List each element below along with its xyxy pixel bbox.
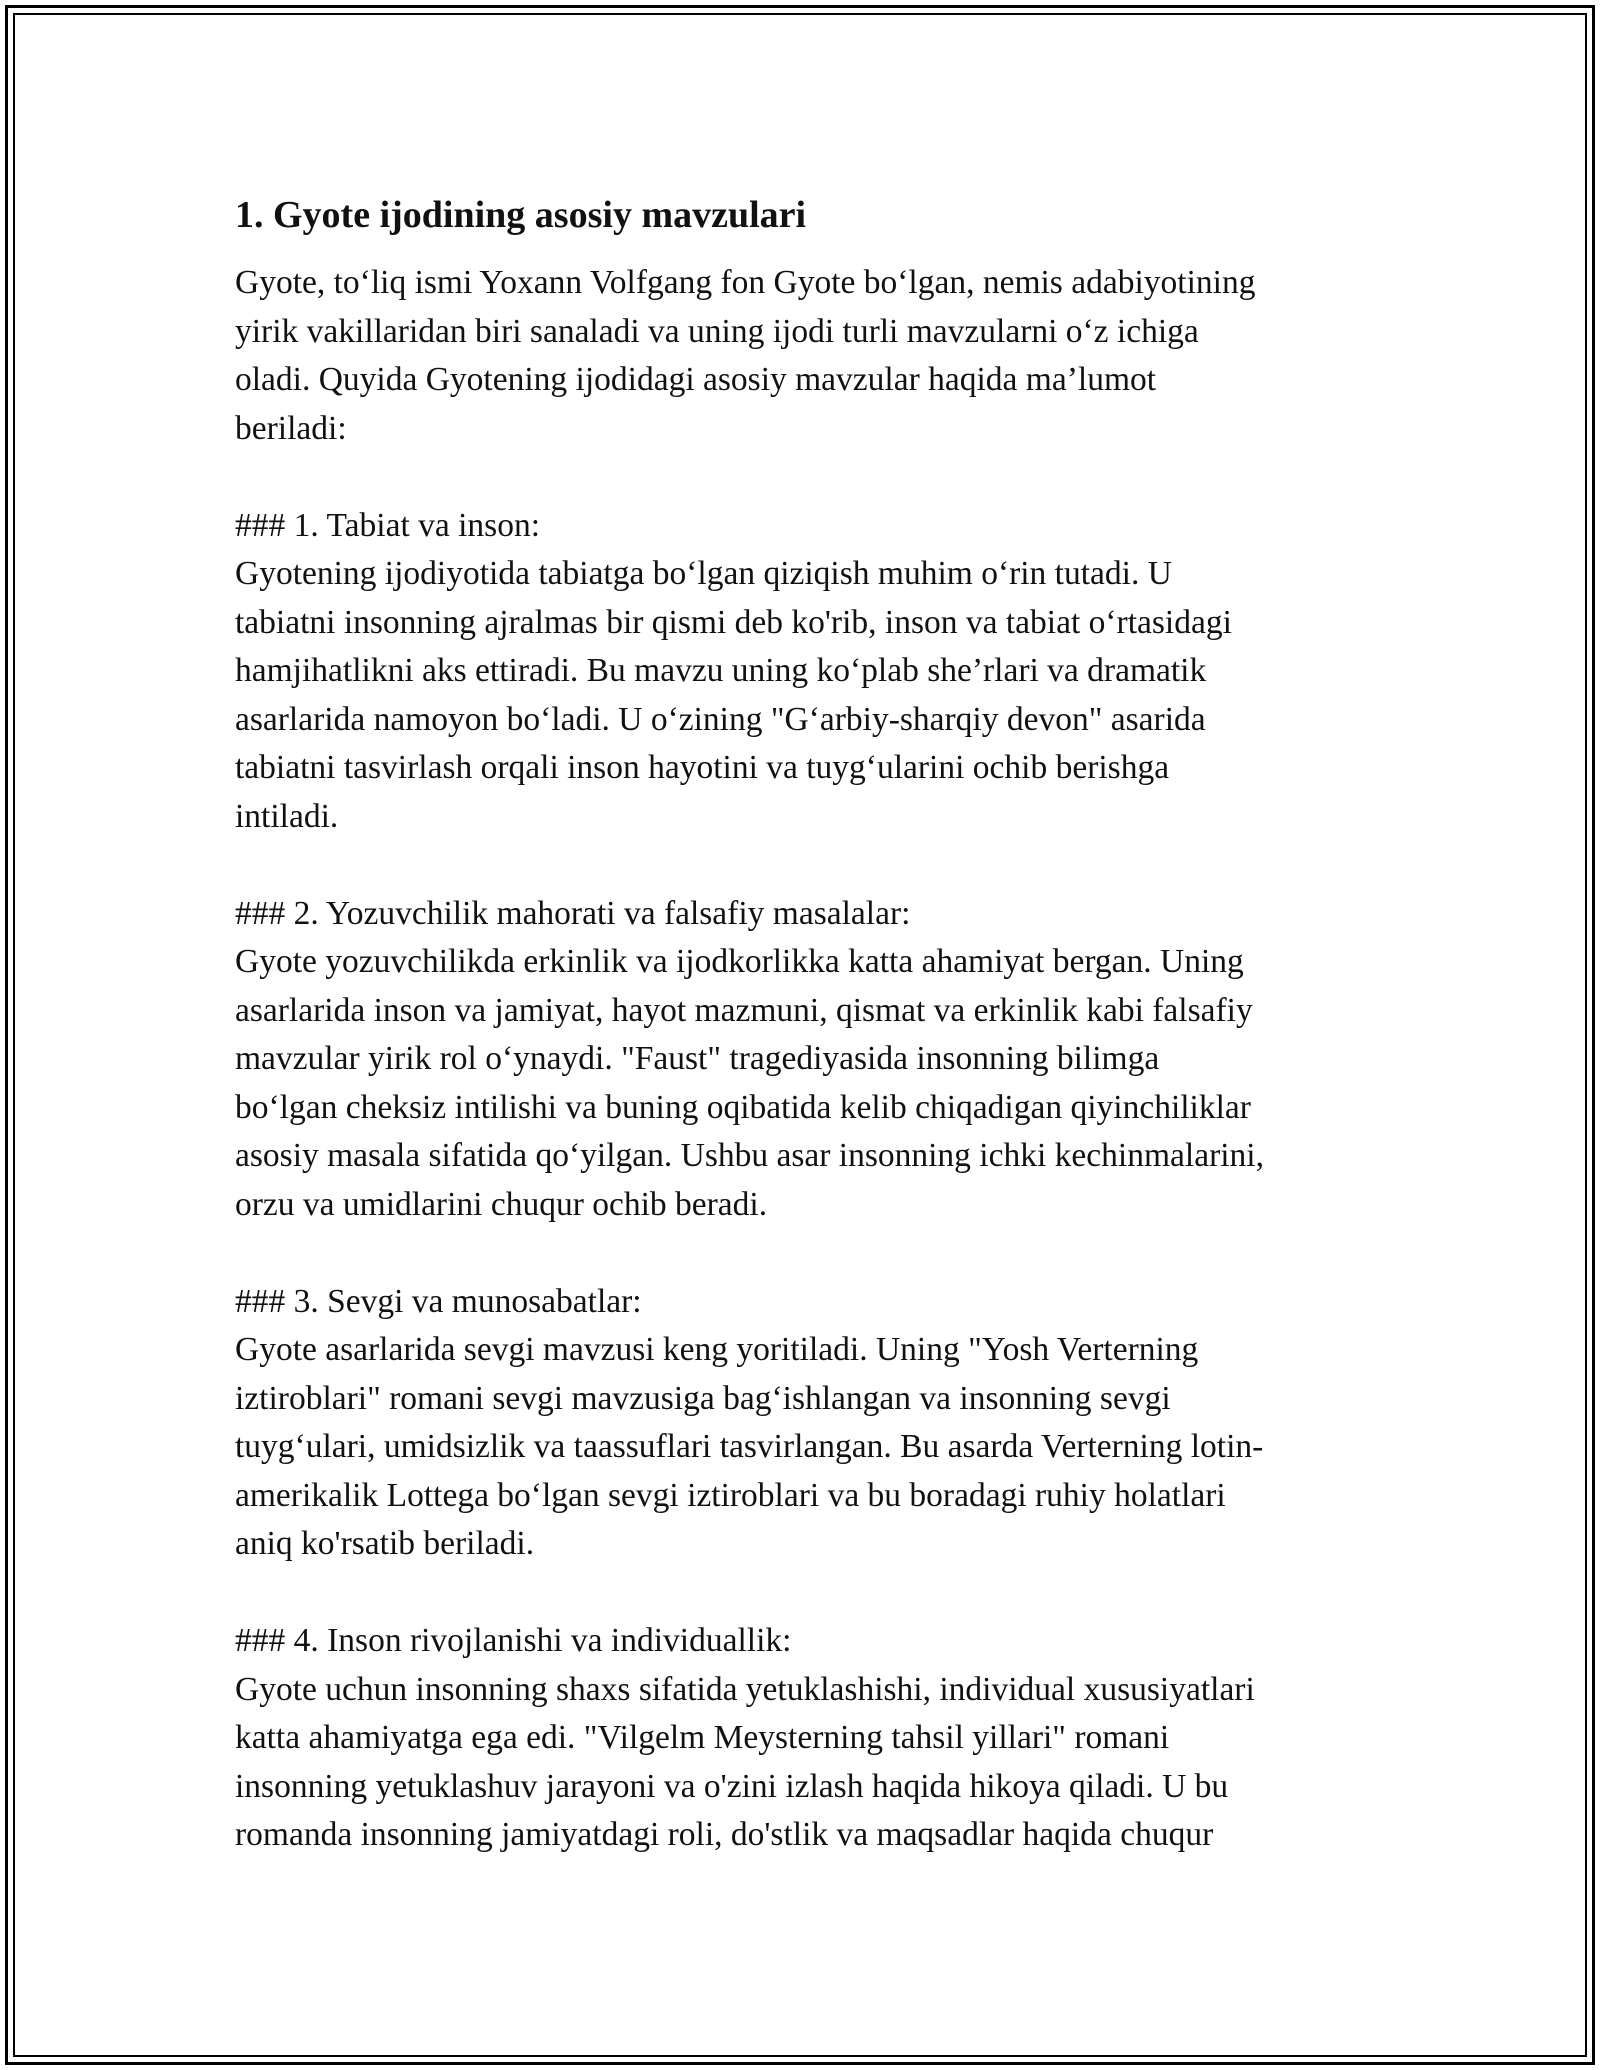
section-3 (235, 1278, 1365, 1569)
section-body: Gyote yozuvchilikda erkinlik va ijodkorlikka katta ahamiyat bergan. Uning asarlarida inson va jamiyat, hayot mazmuni, qismat va erkinlik kabi falsafiy mavzular yirik rol o‘ynaydi. "Faust" tragediyasida insonning bilimga bo‘lgan cheksiz intilishi va buning oqibatida kelib chiqadigan qiyinchiliklar asosiy masala sifatida qo‘yilgan. Ushbu asar insonning ichki kechinmalarini, orzu va umidlarini chuqur ochib beradi. (235, 943, 1264, 1223)
section-heading: ### 3. Sevgi va munosabatlar: (235, 1282, 642, 1320)
section-body: Gyote uchun insonning shaxs sifatida yetuklashishi, individual xususiyatlari katta ahamiyatga ega edi. "Vilgelm Meysterning tahsil yillari" romani insonning yetuklashuv jarayoni va o'zini izlash haqida hikoya qiladi. U bu romanda insonning jamiyatdagi roli, do'stlik va maqsadlar haqida chuqur (235, 1670, 1255, 1853)
document-body (235, 185, 1365, 1860)
section-2 (235, 890, 1365, 1230)
section-heading: ### 2. Yozuvchilik mahorati va falsafiy masalalar: (235, 894, 911, 932)
section-heading: ### 1. Tabiat va inson: (235, 506, 541, 544)
section-4 (235, 1617, 1365, 1860)
intro-paragraph: Gyote, to‘liq ismi Yoxann Volfgang fon Gyote bo‘lgan, nemis adabiyotining yirik vakillaridan biri sanaladi va uning ijodi turli mavzularni o‘z ichiga oladi. Quyida Gyotening ijodidagi asosiy mavzular haqida ma’lumot beriladi: (235, 264, 1256, 447)
section-1 (235, 502, 1365, 842)
section-body: Gyotening ijodiyotida tabiatga bo‘lgan qiziqish muhim o‘rin tutadi. U tabiatni insonning ajralmas bir qismi deb ko'rib, inson va tabiat o‘rtasidagi hamjihatlikni aks ettiradi. Bu mavzu uning ko‘plab she’rlari va dramatik asarlarida namoyon bo‘ladi. U o‘zining "G‘arbiy-sharqiy devon" asarida tabiatni tasvirlash orqali inson hayotini va tuyg‘ularini ochib berishga intiladi. (235, 555, 1232, 835)
section-body: Gyote asarlarida sevgi mavzusi keng yoritiladi. Uning "Yosh Verterning iztiroblari" romani sevgi mavzusiga bag‘ishlangan va insonning sevgi tuyg‘ulari, umidsizlik va taassuflari tasvirlangan. Bu asarda Verterning lotin- amerikalik Lottega bo‘lgan sevgi iztiroblari va bu boradagi ruhiy holatlari aniq ko'rsatib beriladi. (235, 1331, 1264, 1562)
document-title: 1. Gyote ijodining asosiy mavzulari (235, 194, 807, 236)
section-heading: ### 4. Inson rivojlanishi va individuallik: (235, 1622, 792, 1659)
